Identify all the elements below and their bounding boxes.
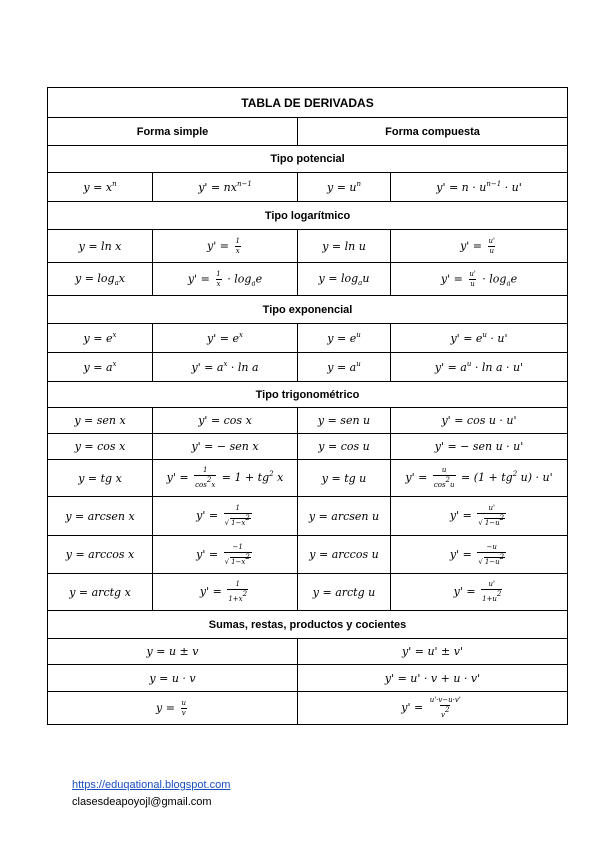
formula-composite: y = sen u [298, 408, 391, 434]
formula-composite-derivative: y' = − sen u · u' [391, 434, 568, 460]
formula-composite: $y = a^u$ [298, 353, 391, 382]
formula-composite: $y = e^u$ [298, 324, 391, 353]
formula-composite: y = arccos u [298, 536, 391, 574]
formula-derivative: y' = $\frac{-1}{√ 1-x^2}$ [153, 536, 298, 574]
formula-derivative: y' = cos x [153, 408, 298, 434]
formula-simple: y = arccos x [48, 536, 153, 574]
formula-composite-derivative: y' = cos u · u' [391, 408, 568, 434]
header-forma-simple: Forma simple [48, 118, 298, 146]
formula-composite-derivative: y' = $\frac{-u}{√ 1-u^2}$ [391, 536, 568, 574]
table-title: TABLA DE DERIVADAS [48, 88, 568, 118]
blog-link[interactable]: https://eduqational.blogspot.com [72, 779, 231, 791]
formula-composite-derivative: $y' = a^u \cdot \ln a \cdot u'$ [391, 353, 568, 382]
formula-derivative: y' = $\frac{u'\cdot v-u\cdot v'}{v^2}$ [298, 692, 568, 725]
formula-simple: y = $\frac{u}{v}$ [48, 692, 298, 725]
formula-composite: y = ln u [298, 230, 391, 263]
formula-composite: y = arctg u [298, 574, 391, 611]
formula-derivative: y' = u' · v + u · v' [298, 665, 568, 692]
section-sumas: Sumas, restas, productos y cocientes [48, 611, 568, 639]
formula-composite: $y = \log_au$ [298, 263, 391, 296]
section-logaritmico: Tipo logarítmico [48, 202, 568, 230]
formula-simple: $y = e^x$ [48, 324, 153, 353]
formula-simple: $y = \log_ax$ [48, 263, 153, 296]
section-potencial: Tipo potencial [48, 146, 568, 173]
formula-composite: y = tg u [298, 460, 391, 497]
formula-simple: y = u ± v [48, 639, 298, 665]
formula-derivative: $y' = e^x$ [153, 324, 298, 353]
formula-composite: y = cos u [298, 434, 391, 460]
formula-simple: y = sen x [48, 408, 153, 434]
formula-composite-derivative: y' = $\frac{u'}{u}$ [391, 230, 568, 263]
formula-simple: y = tg x [48, 460, 153, 497]
section-exponencial: Tipo exponencial [48, 296, 568, 324]
section-trigonometrico: Tipo trigonométrico [48, 382, 568, 408]
formula-simple: $y = x^n$ [48, 173, 153, 202]
formula-composite-derivative: $y' = e^u \cdot u'$ [391, 324, 568, 353]
formula-composite-derivative: y' = $\frac{u}{\cos^2u}$ = ($1 + tg^2$ u) · u' [391, 460, 568, 497]
formula-simple: y = cos x [48, 434, 153, 460]
formula-simple: y = arcsen x [48, 497, 153, 536]
formula-derivative: $y' = a^x \cdot \ln a$ [153, 353, 298, 382]
header-forma-compuesta: Forma compuesta [298, 118, 568, 146]
formula-derivative: y' = $\frac{1}{1+x^2}$ [153, 574, 298, 611]
formula-derivative: y' = $\frac{1}{x}$ [153, 230, 298, 263]
formula-composite-derivative: y' = $\frac{u'}{√ 1-u^2}$ [391, 497, 568, 536]
formula-composite-derivative: y' = $\frac{u'}{1+u^2}$ [391, 574, 568, 611]
formula-derivative: y' = u' ± v' [298, 639, 568, 665]
formula-derivative: y' = $\frac{1}{√ 1-x^2}$ [153, 497, 298, 536]
formula-composite: $y = u^n$ [298, 173, 391, 202]
formula-simple: $y = a^x$ [48, 353, 153, 382]
formula-composite-derivative: $y' = n \cdot u^{n-1} \cdot u'$ [391, 173, 568, 202]
formula-simple: y = arctg x [48, 574, 153, 611]
formula-composite: y = arcsen u [298, 497, 391, 536]
derivatives-table [47, 87, 568, 725]
formula-derivative: $y' = nx^{n-1}$ [153, 173, 298, 202]
contact-email: clasesdeapoyojl@gmail.com [72, 796, 212, 808]
formula-composite-derivative: y' = $\frac{u'}{u}$ · $\log_ae$ [391, 263, 568, 296]
formula-simple: y = ln x [48, 230, 153, 263]
formula-derivative: y' = $\frac{1}{x}$ · $\log_ae$ [153, 263, 298, 296]
formula-derivative: y' = $\frac{1}{\cos^2x}$ = $1 + tg^2$ x [153, 460, 298, 497]
formula-simple: y = u · v [48, 665, 298, 692]
formula-derivative: y' = − sen x [153, 434, 298, 460]
